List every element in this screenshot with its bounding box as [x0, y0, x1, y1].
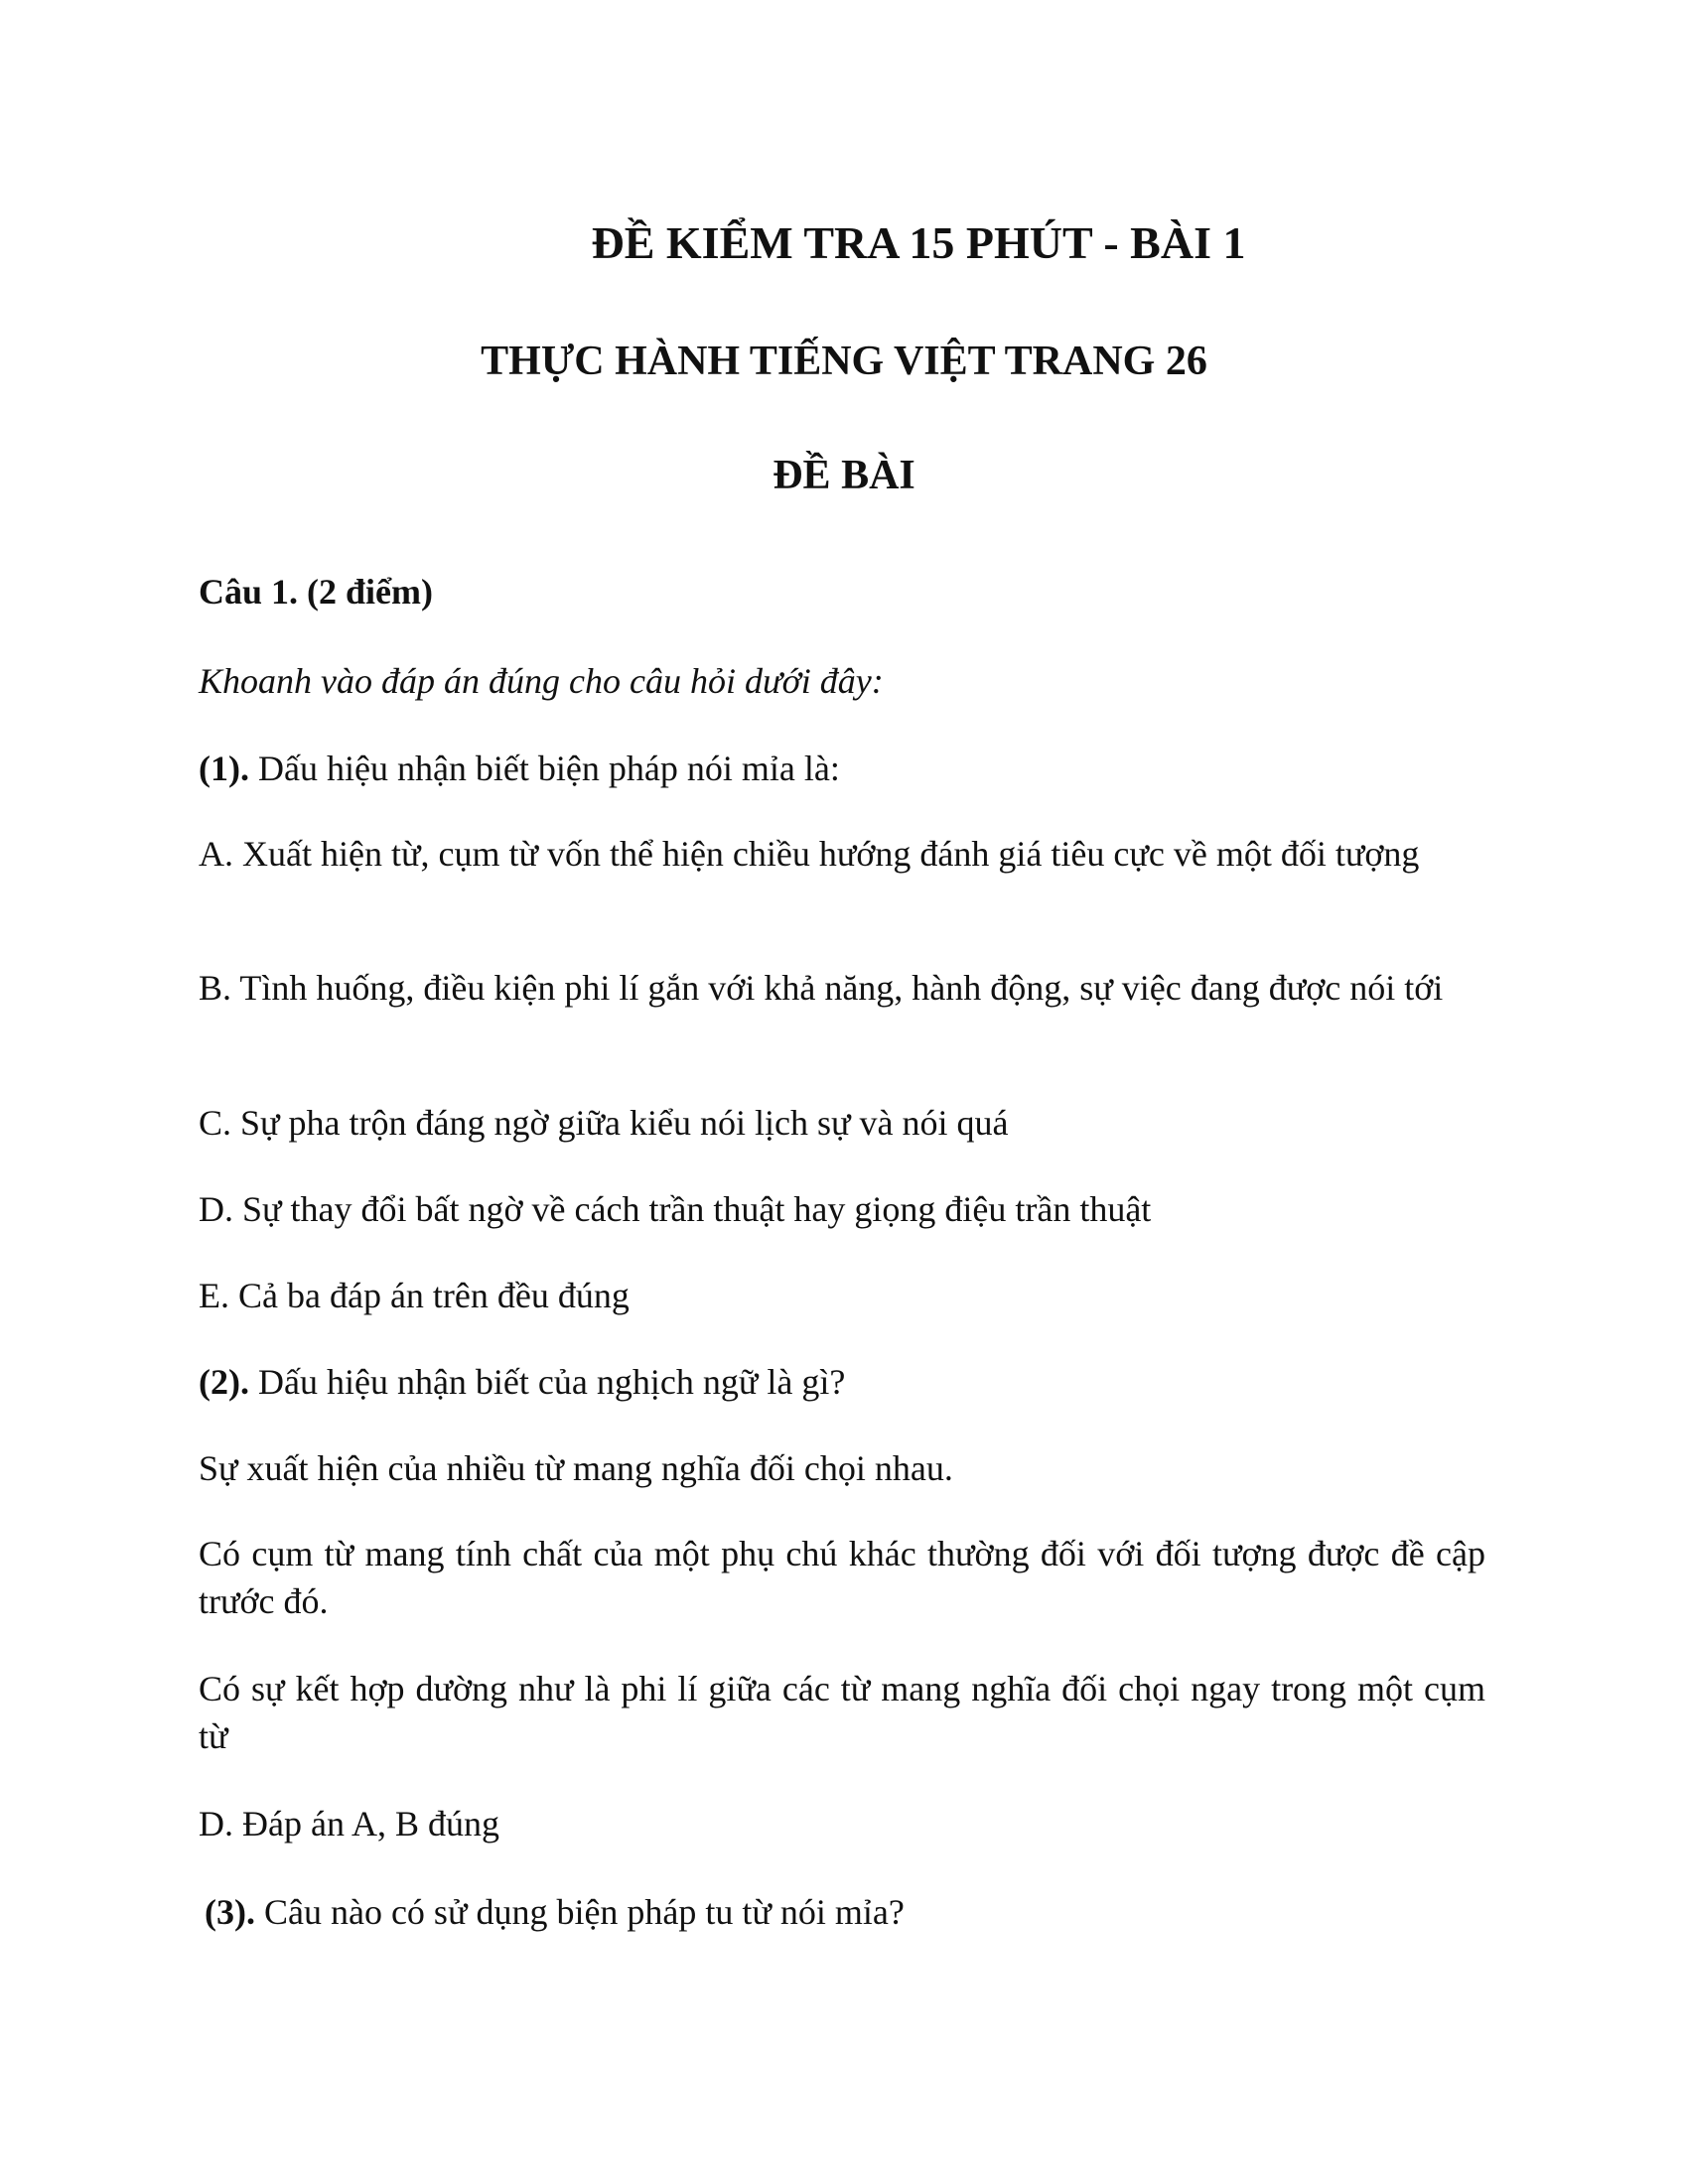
item-1-option-a: A. Xuất hiện từ, cụm từ vốn thể hiện chiều hướng đánh giá tiêu cực về một đối tượng	[199, 834, 1420, 874]
item-1-question	[199, 745, 1485, 792]
item-1-number: (1).	[199, 749, 249, 788]
item-2-option-4: D. Đáp án A, B đúng	[199, 1804, 499, 1843]
item-2-option-2: Có cụm từ mang tính chất của một phụ chú khác thường đối với đối tượng được đề cập trước đó.	[199, 1534, 1485, 1621]
item-2-option-1: Sự xuất hiện của nhiều từ mang nghĩa đối chọi nhau.	[199, 1448, 953, 1488]
item-2-text: Dấu hiệu nhận biết của nghịch ngữ là gì?	[248, 1362, 846, 1402]
item-3-number: (3).	[205, 1892, 255, 1932]
item-2-number: (2).	[199, 1362, 249, 1402]
document-title: ĐỀ KIỂM TRA 15 PHÚT - BÀI 1	[591, 217, 1246, 268]
item-1-option-b: B. Tình huống, điều kiện phi lí gắn với khả năng, hành động, sự việc đang được nói tới	[199, 968, 1444, 1008]
document-subtitle: THỰC HÀNH TIẾNG VIỆT TRANG 26	[481, 339, 1207, 384]
item-1-option-e: E. Cả ba đáp án trên đều đúng	[199, 1276, 630, 1315]
item-1-option-c: C. Sự pha trộn đáng ngờ giữa kiểu nói lịch sự và nói quá	[199, 1103, 1009, 1143]
item-2-option-3: Có sự kết hợp dường như là phi lí giữa các từ mang nghĩa đối chọi ngay trong một cụm từ	[199, 1669, 1485, 1756]
question-1-heading: Câu 1. (2 điểm)	[199, 572, 433, 612]
item-1-text: Dấu hiệu nhận biết biện pháp nói mỉa là:	[248, 749, 840, 788]
item-3-text: Câu nào có sử dụng biện pháp tu từ nói mỉa?	[254, 1892, 905, 1932]
section-heading: ĐỀ BÀI	[773, 453, 915, 498]
item-2-question	[199, 1358, 1485, 1406]
question-1-instruction: Khoanh vào đáp án đúng cho câu hỏi dưới đây:	[199, 661, 884, 701]
item-1-option-d: D. Sự thay đổi bất ngờ về cách trần thuật hay giọng điệu trần thuật	[199, 1189, 1152, 1229]
item-3-question	[205, 1888, 1491, 1936]
